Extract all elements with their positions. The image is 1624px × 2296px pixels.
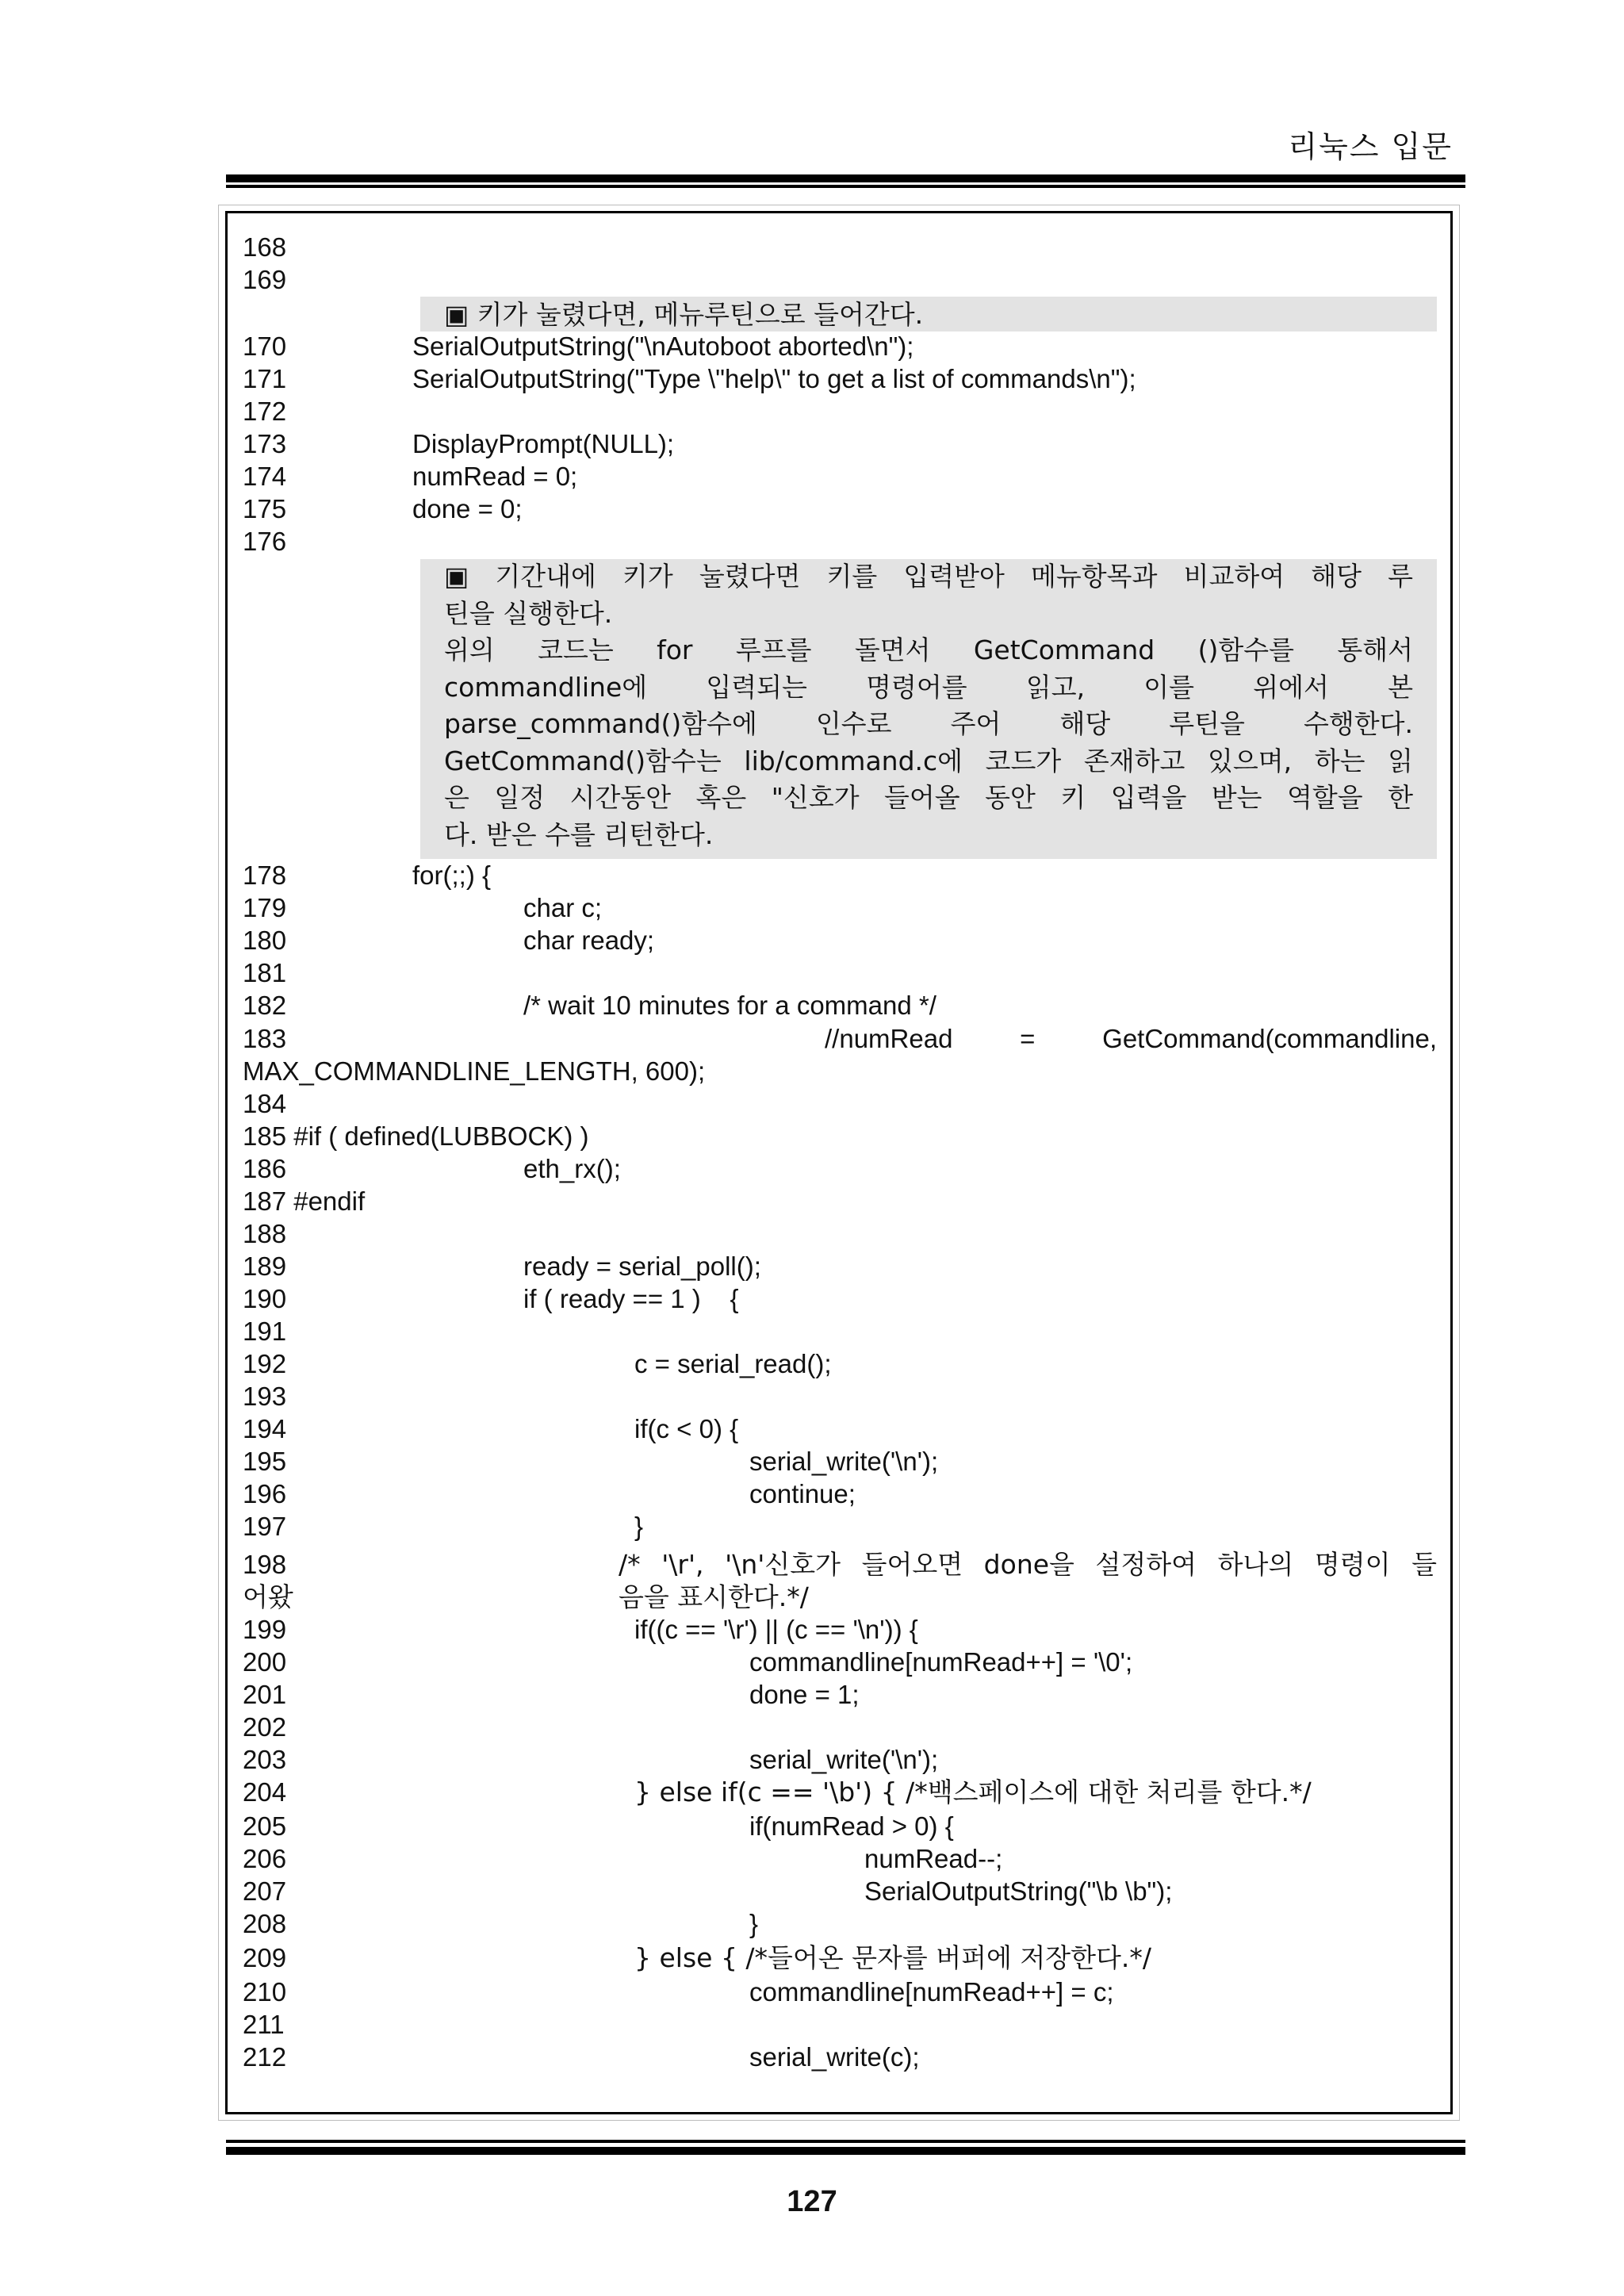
code-line: } — [749, 1909, 759, 1938]
code-line: /* wait 10 minutes for a command */ — [523, 991, 936, 1020]
code-line: done = 0; — [412, 494, 523, 523]
code-line: continue; — [749, 1479, 856, 1508]
line-number: 190 — [243, 1284, 287, 1313]
line-number: 170 — [243, 332, 287, 361]
line-number: 187 #endif — [243, 1186, 366, 1216]
code-line: eth_rx(); — [523, 1154, 621, 1183]
line-198-code: /* '\r', '\n'신호가 들어오면 done을 설정하여 하나의 명령이 들 — [619, 1549, 1437, 1580]
header-rule-thick — [226, 174, 1465, 182]
footer-rule-thick — [226, 2147, 1465, 2155]
header-rule-thin — [226, 185, 1465, 188]
line-183-continuation: MAX_COMMANDLINE_LENGTH, 600); — [243, 1056, 706, 1086]
line-number: 206 — [243, 1844, 287, 1873]
code-line: done = 1; — [749, 1680, 860, 1709]
note-2-line: parse_command()함수에 인수로 주어 해당 루틴을 수행한다. — [444, 708, 1413, 739]
note-2-line: ▣ 기간내에 키가 눌렸다면 키를 입력받아 메뉴항목과 비교하여 해당 루 — [444, 561, 1413, 592]
note-2-line: GetCommand()함수는 lib/command.c에 코드가 존재하고 있으며, 하는 읽 — [444, 746, 1413, 776]
line-number: 189 — [243, 1251, 287, 1281]
code-line: } else if(c == '\b') { /*백스페이스에 대한 처리를 한다.*/ — [634, 1777, 1312, 1807]
code-line: serial_write('\n'); — [749, 1447, 939, 1476]
code-line: if(c < 0) { — [634, 1414, 739, 1443]
line-number: 171 — [243, 364, 287, 393]
code-line: SerialOutputString("\nAutoboot aborted\n"); — [412, 332, 914, 361]
line-number: 183 — [243, 1024, 287, 1053]
note-2-line: commandline에 입력되는 명령어를 읽고, 이를 위에서 본 — [444, 672, 1413, 703]
header-title: 리눅스 입문 — [1288, 129, 1453, 164]
code-line: if(numRead > 0) { — [749, 1811, 954, 1841]
code-line: SerialOutputString("Type \"help\" to get a list of commands\n"); — [412, 364, 1136, 393]
line-number: 173 — [243, 429, 287, 458]
line-number: 185 #if ( defined(LUBBOCK) ) — [243, 1121, 589, 1151]
code-line: if((c == '\r') || (c == '\n')) { — [634, 1615, 918, 1644]
code-line: for(;;) { — [412, 861, 492, 890]
code-line: char c; — [523, 893, 603, 922]
line-number: 174 — [243, 462, 287, 491]
line-number: 179 — [243, 893, 287, 922]
line-number: 172 — [243, 397, 287, 426]
line-number: 180 — [243, 926, 287, 955]
note-2-line: 다. 받은 수를 리턴한다. — [444, 819, 714, 850]
note-2-line: 틴을 실행한다. — [444, 598, 613, 629]
code-line: DisplayPrompt(NULL); — [412, 429, 675, 458]
code-line: numRead--; — [864, 1844, 1003, 1873]
line-number: 186 — [243, 1154, 287, 1183]
line-number: 205 — [243, 1811, 287, 1841]
code-line: c = serial_read(); — [634, 1349, 832, 1378]
code-line: commandline[numRead++] = c; — [749, 1977, 1114, 2007]
line-number: 196 — [243, 1479, 287, 1508]
line-number: 201 — [243, 1680, 287, 1709]
page-number: 127 — [787, 2185, 837, 2218]
code-line: commandline[numRead++] = '\0'; — [749, 1647, 1133, 1677]
line-number: 193 — [243, 1382, 287, 1411]
line-number: 176 — [243, 527, 287, 556]
line-number: 188 — [243, 1219, 287, 1248]
code-line: SerialOutputString("\b \b"); — [864, 1876, 1173, 1906]
line-number: 207 — [243, 1876, 287, 1906]
line-number: 204 — [243, 1777, 287, 1807]
note-2-line: 위의 코드는 for 루프를 돌면서 GetCommand ()함수를 통해서 — [444, 634, 1413, 665]
note-1-text: ▣ 키가 눌렸다면, 메뉴루틴으로 들어간다. — [444, 299, 924, 330]
line-number: 175 — [243, 494, 287, 523]
line-number: 208 — [243, 1909, 287, 1938]
line-183-code: //numRead = GetCommand(commandline, — [825, 1024, 1437, 1053]
line-number: 어왔 — [243, 1581, 293, 1612]
footer-rule-thin — [226, 2140, 1465, 2143]
code-line: } else { /*들어온 문자를 버퍼에 저장한다.*/ — [634, 1942, 1152, 1973]
code-line: } — [634, 1512, 644, 1541]
line-number: 194 — [243, 1414, 287, 1443]
line-number: 211 — [243, 2010, 285, 2039]
line-number: 168 — [243, 232, 287, 262]
line-number: 202 — [243, 1712, 287, 1742]
line-number: 192 — [243, 1349, 287, 1378]
code-line: serial_write(c); — [749, 2042, 920, 2072]
line-number: 203 — [243, 1745, 287, 1774]
line-number: 209 — [243, 1943, 287, 1972]
code-line: ready = serial_poll(); — [523, 1251, 761, 1281]
line-number: 198 — [243, 1550, 287, 1579]
line-number: 195 — [243, 1447, 287, 1476]
code-line: numRead = 0; — [412, 462, 578, 491]
line-number: 182 — [243, 991, 287, 1020]
line-number: 191 — [243, 1317, 287, 1346]
code-line: serial_write('\n'); — [749, 1745, 939, 1774]
note-2-line: 은 일정 시간동안 혹은 "신호가 들어올 동안 키 입력을 받는 역할을 한 — [444, 782, 1413, 813]
line-number: 169 — [243, 265, 287, 294]
line-number: 200 — [243, 1647, 287, 1677]
code-line: if ( ready == 1 ) { — [523, 1284, 739, 1313]
line-number: 178 — [243, 861, 287, 890]
line-number: 181 — [243, 958, 287, 987]
line-number: 197 — [243, 1512, 287, 1541]
code-line: char ready; — [523, 926, 655, 955]
line-number: 212 — [243, 2042, 287, 2072]
line-number: 184 — [243, 1089, 287, 1118]
line-198-continuation: 음을 표시한다.*/ — [619, 1581, 809, 1612]
line-number: 199 — [243, 1615, 287, 1644]
line-number: 210 — [243, 1977, 287, 2007]
